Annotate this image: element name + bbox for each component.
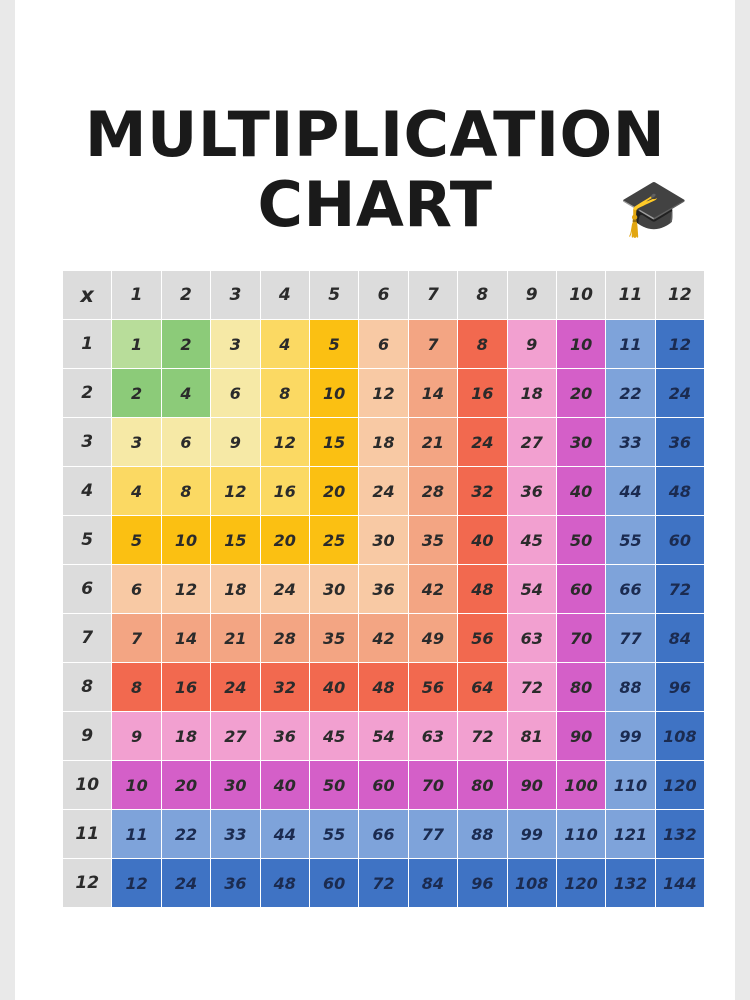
product-cell-9x5: 45 — [309, 712, 358, 761]
product-cell-11x11: 121 — [606, 810, 655, 859]
product-cell-5x8: 40 — [458, 516, 507, 565]
product-cell-7x9: 63 — [507, 614, 556, 663]
product-cell-1x7: 7 — [408, 320, 457, 369]
product-cell-11x5: 55 — [309, 810, 358, 859]
product-cell-2x12: 24 — [655, 369, 704, 418]
product-cell-12x8: 96 — [458, 859, 507, 908]
table-row — [63, 859, 705, 908]
product-cell-12x9: 108 — [507, 859, 556, 908]
poster-canvas — [15, 0, 735, 1000]
table-row — [63, 467, 705, 516]
product-cell-10x5: 50 — [309, 761, 358, 810]
product-cell-5x5: 25 — [309, 516, 358, 565]
multiplication-table-wrap — [62, 270, 704, 908]
product-cell-8x5: 40 — [309, 663, 358, 712]
row-header-9: 9 — [63, 712, 112, 761]
product-cell-8x4: 32 — [260, 663, 309, 712]
product-cell-8x3: 24 — [211, 663, 260, 712]
product-cell-8x10: 80 — [556, 663, 605, 712]
product-cell-3x2: 6 — [161, 418, 210, 467]
product-cell-7x5: 35 — [309, 614, 358, 663]
product-cell-8x9: 72 — [507, 663, 556, 712]
product-cell-6x12: 72 — [655, 565, 704, 614]
product-cell-1x9: 9 — [507, 320, 556, 369]
product-cell-7x7: 49 — [408, 614, 457, 663]
product-cell-12x6: 72 — [359, 859, 408, 908]
product-cell-8x6: 48 — [359, 663, 408, 712]
table-row — [63, 320, 705, 369]
product-cell-10x9: 90 — [507, 761, 556, 810]
product-cell-8x11: 88 — [606, 663, 655, 712]
product-cell-9x3: 27 — [211, 712, 260, 761]
multiplication-table — [62, 270, 705, 908]
product-cell-10x7: 70 — [408, 761, 457, 810]
product-cell-7x6: 42 — [359, 614, 408, 663]
product-cell-9x10: 90 — [556, 712, 605, 761]
product-cell-4x1: 4 — [112, 467, 161, 516]
product-cell-7x3: 21 — [211, 614, 260, 663]
product-cell-12x12: 144 — [655, 859, 704, 908]
product-cell-4x3: 12 — [211, 467, 260, 516]
product-cell-7x10: 70 — [556, 614, 605, 663]
product-cell-9x4: 36 — [260, 712, 309, 761]
table-row — [63, 810, 705, 859]
product-cell-6x9: 54 — [507, 565, 556, 614]
product-cell-4x2: 8 — [161, 467, 210, 516]
product-cell-10x10: 100 — [556, 761, 605, 810]
product-cell-8x7: 56 — [408, 663, 457, 712]
column-header-3: 3 — [211, 271, 260, 320]
product-cell-2x6: 12 — [359, 369, 408, 418]
product-cell-5x1: 5 — [112, 516, 161, 565]
table-row — [63, 418, 705, 467]
product-cell-4x5: 20 — [309, 467, 358, 516]
row-header-3: 3 — [63, 418, 112, 467]
product-cell-3x8: 24 — [458, 418, 507, 467]
product-cell-11x3: 33 — [211, 810, 260, 859]
column-header-2: 2 — [161, 271, 210, 320]
table-row — [63, 614, 705, 663]
product-cell-6x7: 42 — [408, 565, 457, 614]
product-cell-11x9: 99 — [507, 810, 556, 859]
product-cell-10x2: 20 — [161, 761, 210, 810]
product-cell-2x1: 2 — [112, 369, 161, 418]
product-cell-2x4: 8 — [260, 369, 309, 418]
product-cell-1x10: 10 — [556, 320, 605, 369]
row-header-12: 12 — [63, 859, 112, 908]
product-cell-3x10: 30 — [556, 418, 605, 467]
row-header-5: 5 — [63, 516, 112, 565]
column-header-7: 7 — [408, 271, 457, 320]
product-cell-4x12: 48 — [655, 467, 704, 516]
product-cell-4x7: 28 — [408, 467, 457, 516]
product-cell-3x4: 12 — [260, 418, 309, 467]
product-cell-5x3: 15 — [211, 516, 260, 565]
table-row — [63, 565, 705, 614]
row-header-8: 8 — [63, 663, 112, 712]
product-cell-7x12: 84 — [655, 614, 704, 663]
title-line-1: MULTIPLICATION — [84, 98, 666, 171]
product-cell-7x8: 56 — [458, 614, 507, 663]
product-cell-11x6: 66 — [359, 810, 408, 859]
product-cell-5x9: 45 — [507, 516, 556, 565]
table-header-row — [63, 271, 705, 320]
product-cell-1x4: 4 — [260, 320, 309, 369]
product-cell-9x1: 9 — [112, 712, 161, 761]
product-cell-8x2: 16 — [161, 663, 210, 712]
column-header-8: 8 — [458, 271, 507, 320]
product-cell-4x8: 32 — [458, 467, 507, 516]
product-cell-2x11: 22 — [606, 369, 655, 418]
column-header-9: 9 — [507, 271, 556, 320]
product-cell-5x4: 20 — [260, 516, 309, 565]
product-cell-6x5: 30 — [309, 565, 358, 614]
row-header-7: 7 — [63, 614, 112, 663]
product-cell-3x5: 15 — [309, 418, 358, 467]
corner-cell: x — [63, 271, 112, 320]
product-cell-2x10: 20 — [556, 369, 605, 418]
product-cell-5x6: 30 — [359, 516, 408, 565]
product-cell-12x7: 84 — [408, 859, 457, 908]
product-cell-2x3: 6 — [211, 369, 260, 418]
product-cell-8x1: 8 — [112, 663, 161, 712]
product-cell-1x2: 2 — [161, 320, 210, 369]
product-cell-9x11: 99 — [606, 712, 655, 761]
table-row — [63, 761, 705, 810]
product-cell-11x7: 77 — [408, 810, 457, 859]
product-cell-12x3: 36 — [211, 859, 260, 908]
product-cell-3x6: 18 — [359, 418, 408, 467]
product-cell-2x7: 14 — [408, 369, 457, 418]
product-cell-10x8: 80 — [458, 761, 507, 810]
product-cell-5x12: 60 — [655, 516, 704, 565]
product-cell-12x5: 60 — [309, 859, 358, 908]
column-header-10: 10 — [556, 271, 605, 320]
product-cell-9x7: 63 — [408, 712, 457, 761]
product-cell-6x6: 36 — [359, 565, 408, 614]
product-cell-10x3: 30 — [211, 761, 260, 810]
title-line-2: CHART — [257, 168, 493, 241]
column-header-12: 12 — [655, 271, 704, 320]
product-cell-3x3: 9 — [211, 418, 260, 467]
row-header-1: 1 — [63, 320, 112, 369]
product-cell-2x8: 16 — [458, 369, 507, 418]
product-cell-10x12: 120 — [655, 761, 704, 810]
product-cell-7x11: 77 — [606, 614, 655, 663]
product-cell-11x10: 110 — [556, 810, 605, 859]
column-header-6: 6 — [359, 271, 408, 320]
product-cell-5x7: 35 — [408, 516, 457, 565]
product-cell-8x8: 64 — [458, 663, 507, 712]
product-cell-1x6: 6 — [359, 320, 408, 369]
product-cell-11x12: 132 — [655, 810, 704, 859]
product-cell-7x4: 28 — [260, 614, 309, 663]
table-body — [63, 320, 705, 908]
product-cell-3x12: 36 — [655, 418, 704, 467]
product-cell-6x8: 48 — [458, 565, 507, 614]
column-header-4: 4 — [260, 271, 309, 320]
product-cell-1x1: 1 — [112, 320, 161, 369]
product-cell-11x2: 22 — [161, 810, 210, 859]
product-cell-1x3: 3 — [211, 320, 260, 369]
product-cell-2x9: 18 — [507, 369, 556, 418]
table-row — [63, 369, 705, 418]
product-cell-2x5: 10 — [309, 369, 358, 418]
product-cell-5x2: 10 — [161, 516, 210, 565]
column-header-1: 1 — [112, 271, 161, 320]
product-cell-9x6: 54 — [359, 712, 408, 761]
product-cell-9x2: 18 — [161, 712, 210, 761]
product-cell-12x4: 48 — [260, 859, 309, 908]
product-cell-10x4: 40 — [260, 761, 309, 810]
row-header-10: 10 — [63, 761, 112, 810]
product-cell-2x2: 4 — [161, 369, 210, 418]
column-header-5: 5 — [309, 271, 358, 320]
product-cell-4x4: 16 — [260, 467, 309, 516]
product-cell-12x1: 12 — [112, 859, 161, 908]
product-cell-1x12: 12 — [655, 320, 704, 369]
graduation-cap-icon: 🎓 — [619, 176, 689, 239]
table-row — [63, 516, 705, 565]
product-cell-12x2: 24 — [161, 859, 210, 908]
product-cell-9x8: 72 — [458, 712, 507, 761]
row-header-4: 4 — [63, 467, 112, 516]
product-cell-6x3: 18 — [211, 565, 260, 614]
row-header-6: 6 — [63, 565, 112, 614]
product-cell-10x11: 110 — [606, 761, 655, 810]
product-cell-6x4: 24 — [260, 565, 309, 614]
product-cell-6x10: 60 — [556, 565, 605, 614]
table-row — [63, 712, 705, 761]
product-cell-6x11: 66 — [606, 565, 655, 614]
product-cell-1x5: 5 — [309, 320, 358, 369]
product-cell-1x11: 11 — [606, 320, 655, 369]
column-header-11: 11 — [606, 271, 655, 320]
product-cell-11x4: 44 — [260, 810, 309, 859]
product-cell-10x6: 60 — [359, 761, 408, 810]
table-row — [63, 663, 705, 712]
product-cell-4x11: 44 — [606, 467, 655, 516]
product-cell-12x10: 120 — [556, 859, 605, 908]
product-cell-3x1: 3 — [112, 418, 161, 467]
product-cell-11x1: 11 — [112, 810, 161, 859]
product-cell-4x10: 40 — [556, 467, 605, 516]
product-cell-6x1: 6 — [112, 565, 161, 614]
product-cell-3x7: 21 — [408, 418, 457, 467]
product-cell-3x9: 27 — [507, 418, 556, 467]
product-cell-5x11: 55 — [606, 516, 655, 565]
product-cell-7x1: 7 — [112, 614, 161, 663]
product-cell-7x2: 14 — [161, 614, 210, 663]
product-cell-4x6: 24 — [359, 467, 408, 516]
product-cell-8x12: 96 — [655, 663, 704, 712]
product-cell-10x1: 10 — [112, 761, 161, 810]
product-cell-11x8: 88 — [458, 810, 507, 859]
row-header-2: 2 — [63, 369, 112, 418]
product-cell-3x11: 33 — [606, 418, 655, 467]
product-cell-12x11: 132 — [606, 859, 655, 908]
product-cell-4x9: 36 — [507, 467, 556, 516]
product-cell-5x10: 50 — [556, 516, 605, 565]
product-cell-1x8: 8 — [458, 320, 507, 369]
product-cell-6x2: 12 — [161, 565, 210, 614]
row-header-11: 11 — [63, 810, 112, 859]
product-cell-9x9: 81 — [507, 712, 556, 761]
product-cell-9x12: 108 — [655, 712, 704, 761]
